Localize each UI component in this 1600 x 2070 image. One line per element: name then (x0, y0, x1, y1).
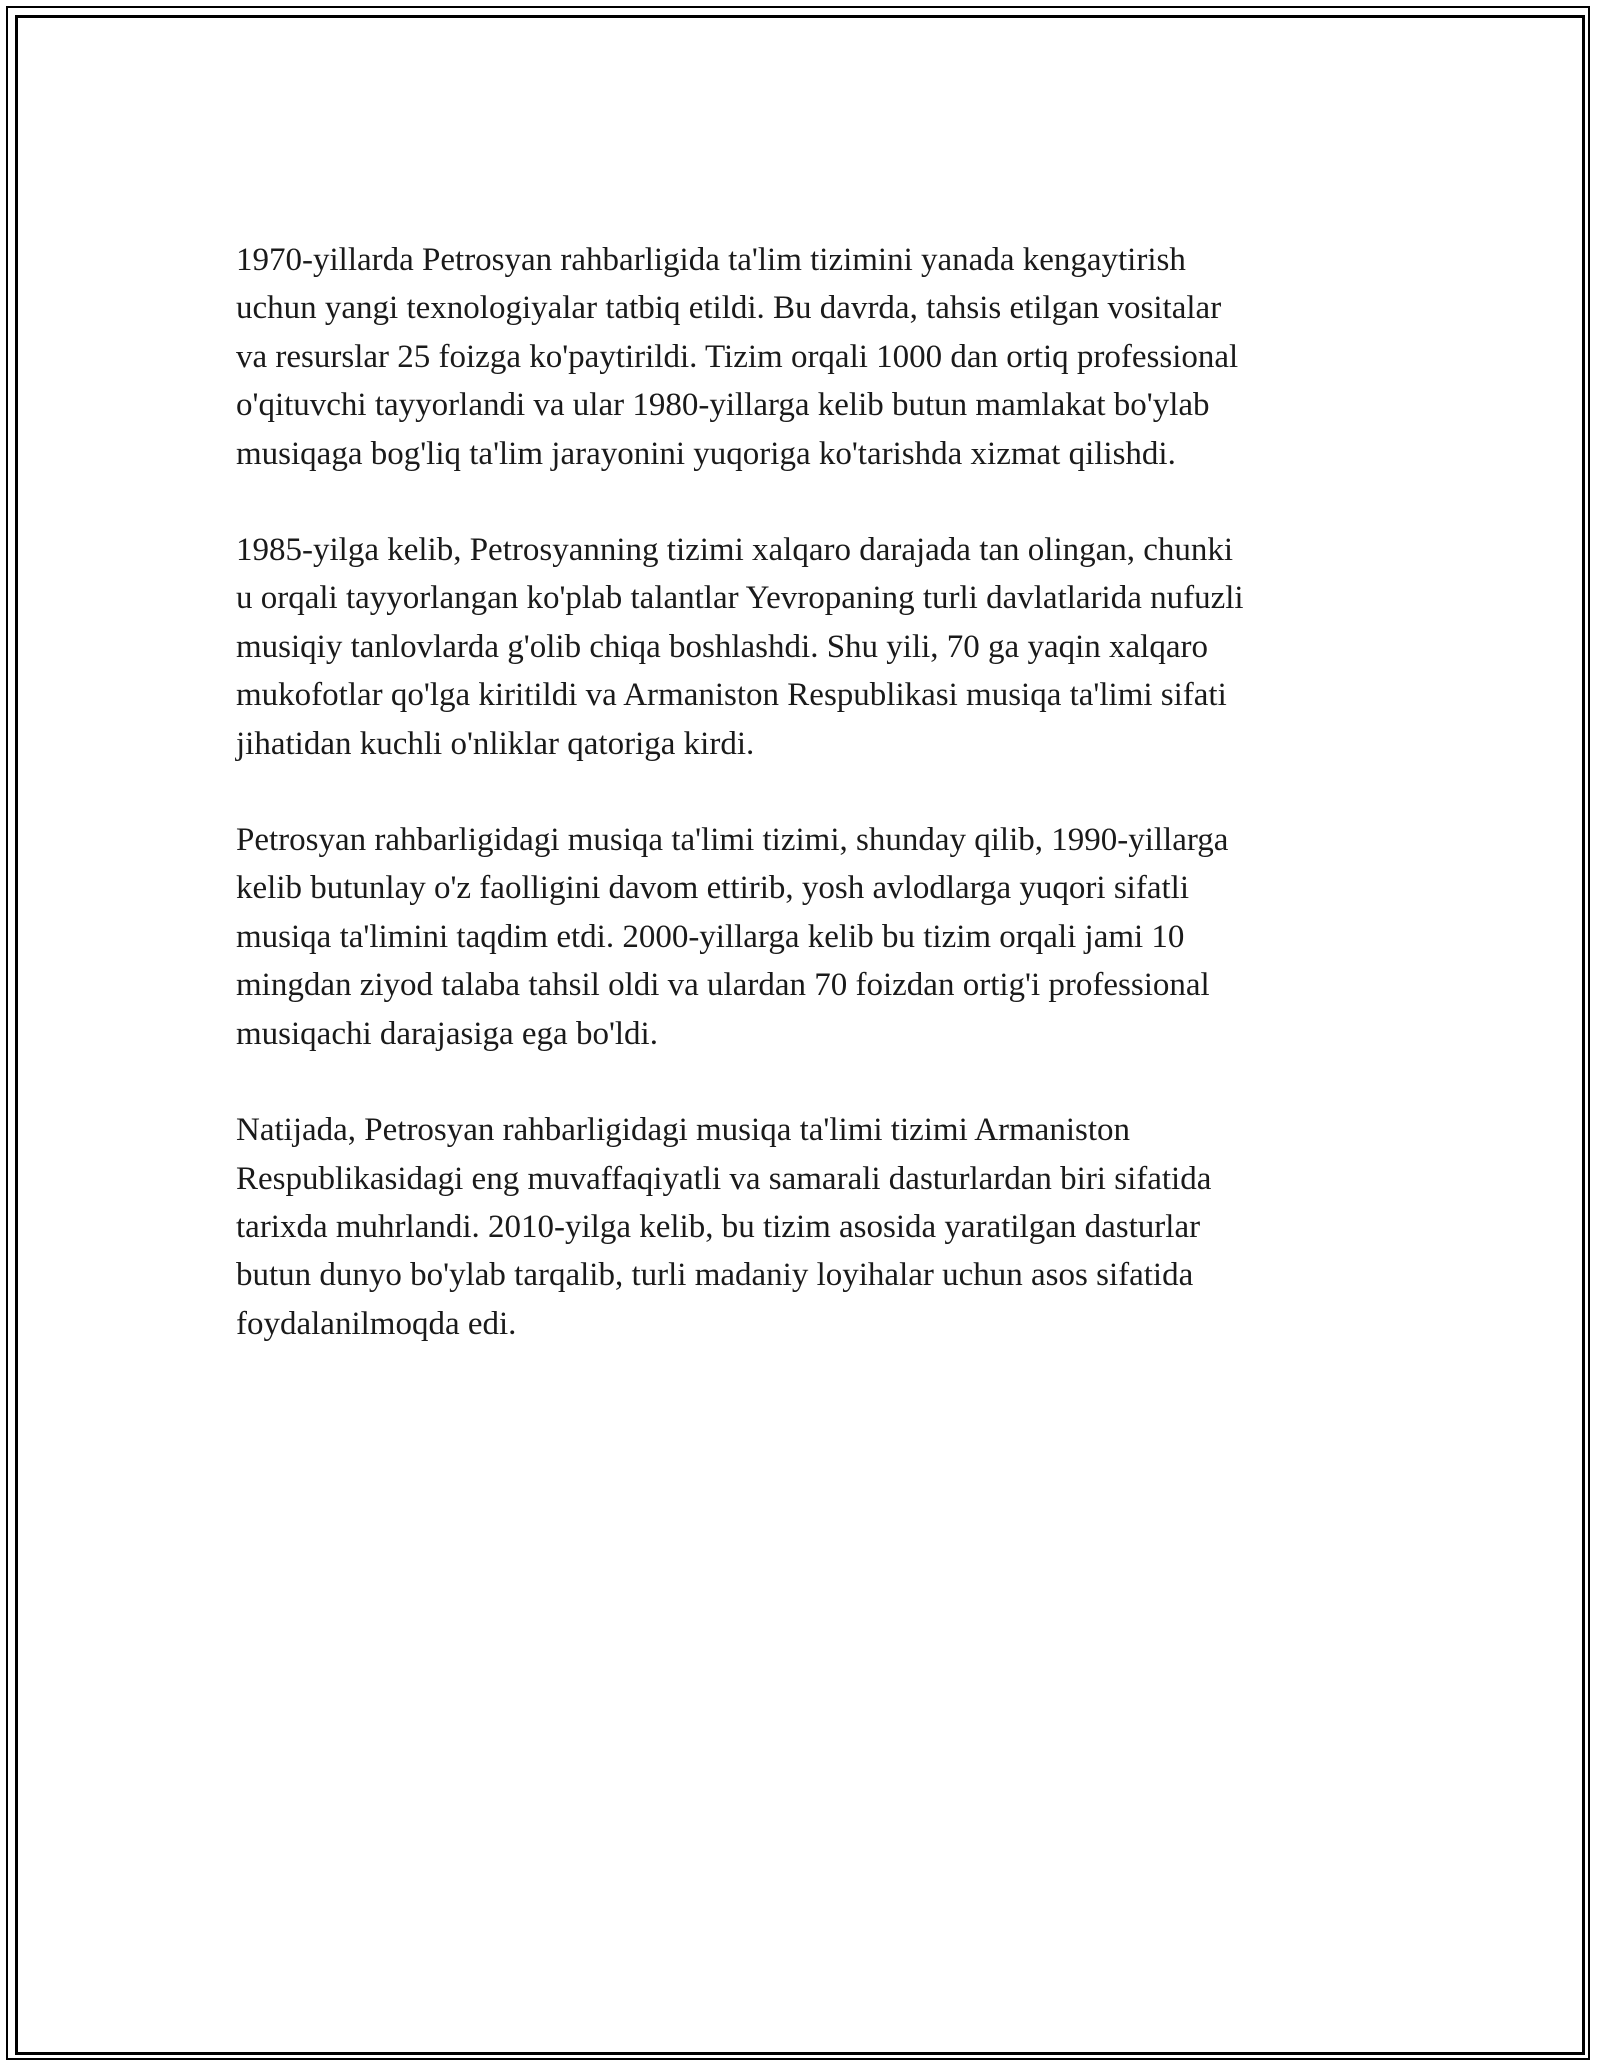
paragraph-line: jihatidan kuchli o'nliklar qatoriga kirdi. (236, 725, 755, 762)
paragraph-line: va resurslar 25 foizga ko'paytirildi. Tizim orqali 1000 dan ortiq professional (236, 338, 1239, 375)
paragraph-line: Natijada, Petrosyan rahbarligidagi musiqa ta'limi tizimi Armaniston (236, 1112, 1131, 1149)
paragraph-line: 1970-yillarda Petrosyan rahbarligida ta'lim tizimini yanada kengaytirish (236, 242, 1186, 278)
document-body (236, 236, 1376, 1396)
paragraph-line: tarixda muhrlandi. 2010-yilga kelib, bu tizim asosida yaratilgan dasturlar (236, 1208, 1201, 1245)
paragraph-line: foydalanilmoqda edi. (236, 1305, 517, 1342)
paragraph-line: musiqaga bog'liq ta'lim jarayonini yuqoriga ko'tarishda xizmat qilishdi. (236, 435, 1176, 472)
paragraph-line: Petrosyan rahbarligidagi musiqa ta'limi tizimi, shunday qilib, 1990-yillarga (236, 822, 1229, 859)
paragraph-line: musiqa ta'limini taqdim etdi. 2000-yillarga kelib bu tizim orqali jami 10 (236, 918, 1185, 955)
paragraph-line: musiqiy tanlovlarda g'olib chiqa boshlashdi. Shu yili, 70 ga yaqin xalqaro (236, 628, 1208, 665)
paragraph-line: kelib butunlay o'z faolligini davom ettirib, yosh avlodlarga yuqori sifatli (236, 870, 1189, 907)
paragraph-3 (236, 816, 1376, 1058)
paragraph-line: mukofotlar qo'lga kiritildi va Armaniston Respublikasi musiqa ta'limi sifati (236, 677, 1227, 714)
paragraph-line: 1985-yilga kelib, Petrosyanning tizimi xalqaro darajada tan olingan, chunki (236, 532, 1234, 569)
paragraph-2 (236, 526, 1376, 768)
paragraph-line: o'qituvchi tayyorlandi va ular 1980-yillarga kelib butun mamlakat bo'ylab (236, 387, 1210, 424)
paragraph-line: Respublikasidagi eng muvaffaqiyatli va samarali dasturlardan biri sifatida (236, 1160, 1212, 1197)
paragraph-1 (236, 236, 1376, 478)
paragraph-line: u orqali tayyorlangan ko'plab talantlar Yevropaning turli davlatlarida nufuzli (236, 580, 1244, 617)
paragraph-line: butun dunyo bo'ylab tarqalib, turli madaniy loyihalar uchun asos sifatida (236, 1257, 1194, 1294)
paragraph-4 (236, 1106, 1376, 1348)
paragraph-line: musiqachi darajasiga ega bo'ldi. (236, 1015, 658, 1052)
paragraph-line: mingdan ziyod talaba tahsil oldi va ulardan 70 foizdan ortig'i professional (236, 967, 1210, 1004)
paragraph-line: uchun yangi texnologiyalar tatbiq etildi. Bu davrda, tahsis etilgan vositalar (236, 290, 1222, 327)
